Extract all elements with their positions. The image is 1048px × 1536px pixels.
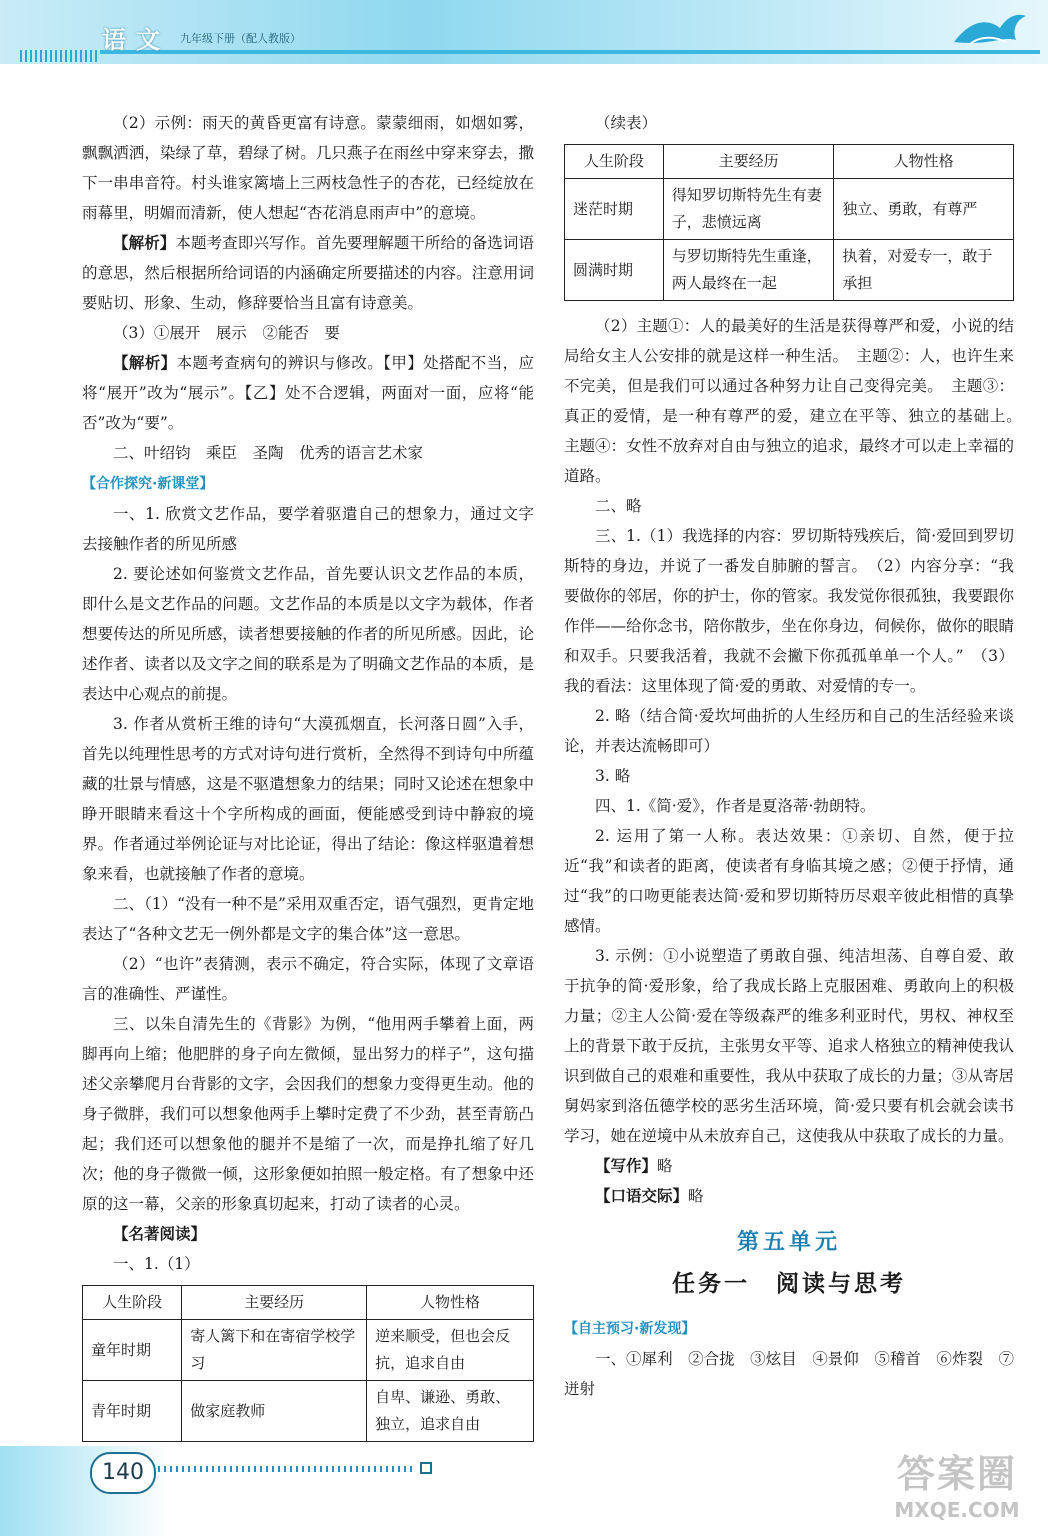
table-cell: 童年时期 [83,1320,182,1381]
table-header: 人物性格 [367,1286,534,1320]
wave-logo-icon [950,6,1030,52]
table-header: 人生阶段 [83,1286,182,1320]
grade-label: 九年级下册（配人教版） [180,32,301,45]
section-tag: 【合作探究·新课堂】 [82,476,214,492]
section-tag: 【自主预习·新发现】 [564,1321,696,1337]
answer-paragraph: （2）主题①：人的最美好的生活是获得尊严和爱，小说的结局给女主人公安排的就是这样一种生活。 主题②：人，也许生来不完美，但是我们可以通过各种努力让自己变得完美。 主题③：真正的爱情，是一种有尊严的爱，建立在平等、独立的基础上。 主题④：女性不放弃对自由与独立的追求，最终才可以走上幸福的道路。 [564,317,1030,485]
table-row [83,1320,534,1381]
table-cell: 自卑、谦逊、勇敢、独立，追求自由 [367,1381,534,1442]
header-stripes [20,50,100,62]
table-row [565,240,1014,301]
left-column [82,108,534,1452]
answer-paragraph: 3. 略 [595,767,631,785]
table-header-row [565,145,1014,179]
table-cell: 寄人篱下和在寄宿学校学习 [182,1320,367,1381]
answer-paragraph: 2. 要论述如何鉴赏文艺作品，首先要认识文艺作品的本质，即什么是文艺作品的问题。文艺作品的本质是以文字为载体，作者想要传达的所见所感，读者想要接触的作者的所见所感。因此，论述作者、读者以及文字之间的联系是为了明确文艺作品的本质，是表达中心观点的前提。 [82,565,534,703]
table-cell: 圆满时期 [565,240,664,301]
answer-paragraph: 一、1.（1） [113,1255,200,1273]
oral-tag: 【口语交际】 [595,1186,689,1205]
header-line [100,50,1040,54]
table-row [565,179,1014,240]
footer-square-icon [420,1462,432,1474]
table-cell: 与罗切斯特先生重逢，两人最终在一起 [663,240,834,301]
task-title: 任务一 阅读与思考 [672,1270,906,1297]
table-cell: 独立、勇敢，有尊严 [834,179,1014,240]
continued-label: （续表） [595,114,658,132]
oral-line [564,1181,1014,1211]
writing-tag: 【写作】 [595,1156,658,1175]
mingzhu-tag: 【名著阅读】 [113,1224,207,1243]
answer-paragraph: 一、1. 欣赏文艺作品，要学着驱遣自己的想象力，通过文字去接触作者的所见所感 [82,505,534,553]
writing-line [564,1151,1014,1181]
analysis-tag: 【解析】 [113,353,177,372]
table-cell: 得知罗切斯特先生有妻子，悲愤远离 [663,179,834,240]
unit-title: 第五单元 [736,1229,841,1255]
answer-paragraph: 2. 略（结合简·爱坎坷曲折的人生经历和自己的生活经验来谈论，并表达流畅即可） [564,707,1014,755]
table-cell: 迷茫时期 [565,179,664,240]
answer-paragraph: 3. 示例：①小说塑造了勇敢自强、纯洁坦荡、自尊自爱、敢于抗争的简·爱形象，给了我成长路上克服困难、勇敢向上的积极力量；②主人公简·爱在等级森严的维多利亚时代，男权、神权至上的背景下敢于反抗，主张男女平等、追求人格独立的精神使我认识到做自己的艰难和重要性，我从中获取了成长的力量；③从寄居舅妈家到洛伍德学校的恶劣生活环境，简·爱只要有机会就会读书学习，她在逆境中从未放弃自己，这使我从中获取了成长的力量。 [564,947,1014,1145]
table-header: 人生阶段 [565,145,664,179]
table-cell: 青年时期 [83,1381,182,1442]
analysis-text: 本题考查即兴写作。首先要理解题干所给的备选词语的意思，然后根据所给词语的内涵确定所要描述的内容。注意用词要贴切、形象、生动，修辞要恰当且富有诗意美。 [82,234,534,312]
answer-paragraph: 四、1.《简·爱》，作者是夏洛蒂·勃朗特。 [595,797,876,815]
section-heading [82,468,534,499]
writing-text: 略 [657,1157,673,1175]
answer-paragraph: （2）示例：雨天的黄昏更富有诗意。蒙蒙细雨，如烟如雾，飘飘洒洒，染绿了草，碧绿了树。几只燕子在雨丝中穿来穿去，撒下一串串音符。村头谁家篱墙上三两枝急性子的杏花，已经绽放在雨幕里，明媚而清新，使人想起“杏花消息雨声中”的意境。 [82,114,534,222]
mingzhu-heading [82,1219,534,1249]
table-header: 人物性格 [834,145,1014,179]
answer-paragraph: 2. 运用了第一人称。表达效果：①亲切、自然，便于拉近“我”和读者的距离，使读者有身临其境之感；②便于抒情，通过“我”的口吻更能表达简·爱和罗切斯特历尽艰辛彼此相惜的真挚感情。 [564,827,1014,935]
character-table [82,1285,534,1442]
table-cell: 逆来顺受，但也会反抗，追求自由 [367,1320,534,1381]
table-header: 主要经历 [663,145,834,179]
answer-paragraph: （2）“也许”表猜测，表示不确定，符合实际，体现了文章语言的准确性、严谨性。 [82,955,534,1003]
watermark-url: MXQE.COM [894,1498,1020,1522]
answer-paragraph: 二、叶绍钧 乘臣 圣陶 优秀的语言艺术家 [113,444,424,462]
watermark-logo: 答案圈 [896,1452,1017,1496]
page-number: 140 [90,1452,156,1494]
subject-title: 语文 [102,25,170,54]
table-cell: 做家庭教师 [182,1381,367,1442]
table-header: 主要经历 [182,1286,367,1320]
character-table-continued [564,144,1014,301]
watermark [882,1443,1032,1522]
analysis-paragraph [82,228,534,318]
analysis-text: 本题考查病句的辨识与修改。【甲】处搭配不当，应将“展开”改为“展示”。【乙】处不合逻辑，两面对一面，应将“能否”改为“要”。 [82,354,534,432]
answer-paragraph: 二、略 [595,497,642,515]
table-cell: 执着，对爱专一，敢于承担 [834,240,1014,301]
answer-paragraph: 一、①犀利 ②合拢 ③炫目 ④景仰 ⑤稽首 ⑥炸裂 ⑦迸射 [564,1350,1014,1398]
answer-paragraph: 二、（1）“没有一种不是”采用双重否定，语气强烈，更肯定地表达了“各种文艺无一例外都是文字的集合体”这一意思。 [82,895,534,943]
answer-paragraph: （3）①展开 展示 ②能否 要 [113,324,340,342]
analysis-paragraph [82,348,534,438]
answer-paragraph: 三、1.（1）我选择的内容：罗切斯特残疾后，简·爱回到罗切斯特的身边，并说了一番发自肺腑的誓言。 （2）内容分享：“我要做你的邻居，你的护士，你的管家。我发觉你很孤独，我要跟你作伴——给你念书，陪你散步，坐在你身边，伺候你，做你的眼睛和双手。只要我活着，我就不会撇下你孤孤单单一个人。” （3）我的看法：这里体现了简·爱的勇敢、对爱情的专一。 [564,527,1014,695]
oral-text: 略 [688,1187,704,1205]
answer-paragraph: 3. 作者从赏析王维的诗句“大漠孤烟直，长河落日圆”入手，首先以纯理性思考的方式对诗句进行赏析，全然得不到诗句中所蕴藏的壮景与情感，这是不驱遣想象力的结果；同时又论述在想象中睁开眼睛来看这十个字所构成的画面，便能感受到诗中静寂的境界。作者通过举例论证与对比论证，得出了结论：像这样驱遣着想象来看，也就接触了作者的意境。 [82,715,534,883]
footer-dots [158,1466,416,1472]
section-heading [564,1313,1014,1344]
table-row [83,1381,534,1442]
table-header-row [83,1286,534,1320]
analysis-tag: 【解析】 [113,233,176,252]
right-column [564,108,1030,1404]
answer-paragraph: 三、以朱自清先生的《背影》为例，“他用两手攀着上面，两脚再向上缩；他肥胖的身子向左微倾，显出努力的样子”，这句描述父亲攀爬月台背影的文字，会因我们的想象力变得更生动。他的身子微胖，我们可以想象他两手上攀时定费了不少劲，甚至青筋凸起；我们还可以想象他的腿并不是缩了一次，而是挣扎缩了好几次；他的身子微微一倾，这形象便如拍照一般定格。有了想象中还原的这一幕，父亲的形象真切起来，打动了读者的心灵。 [82,1015,534,1213]
